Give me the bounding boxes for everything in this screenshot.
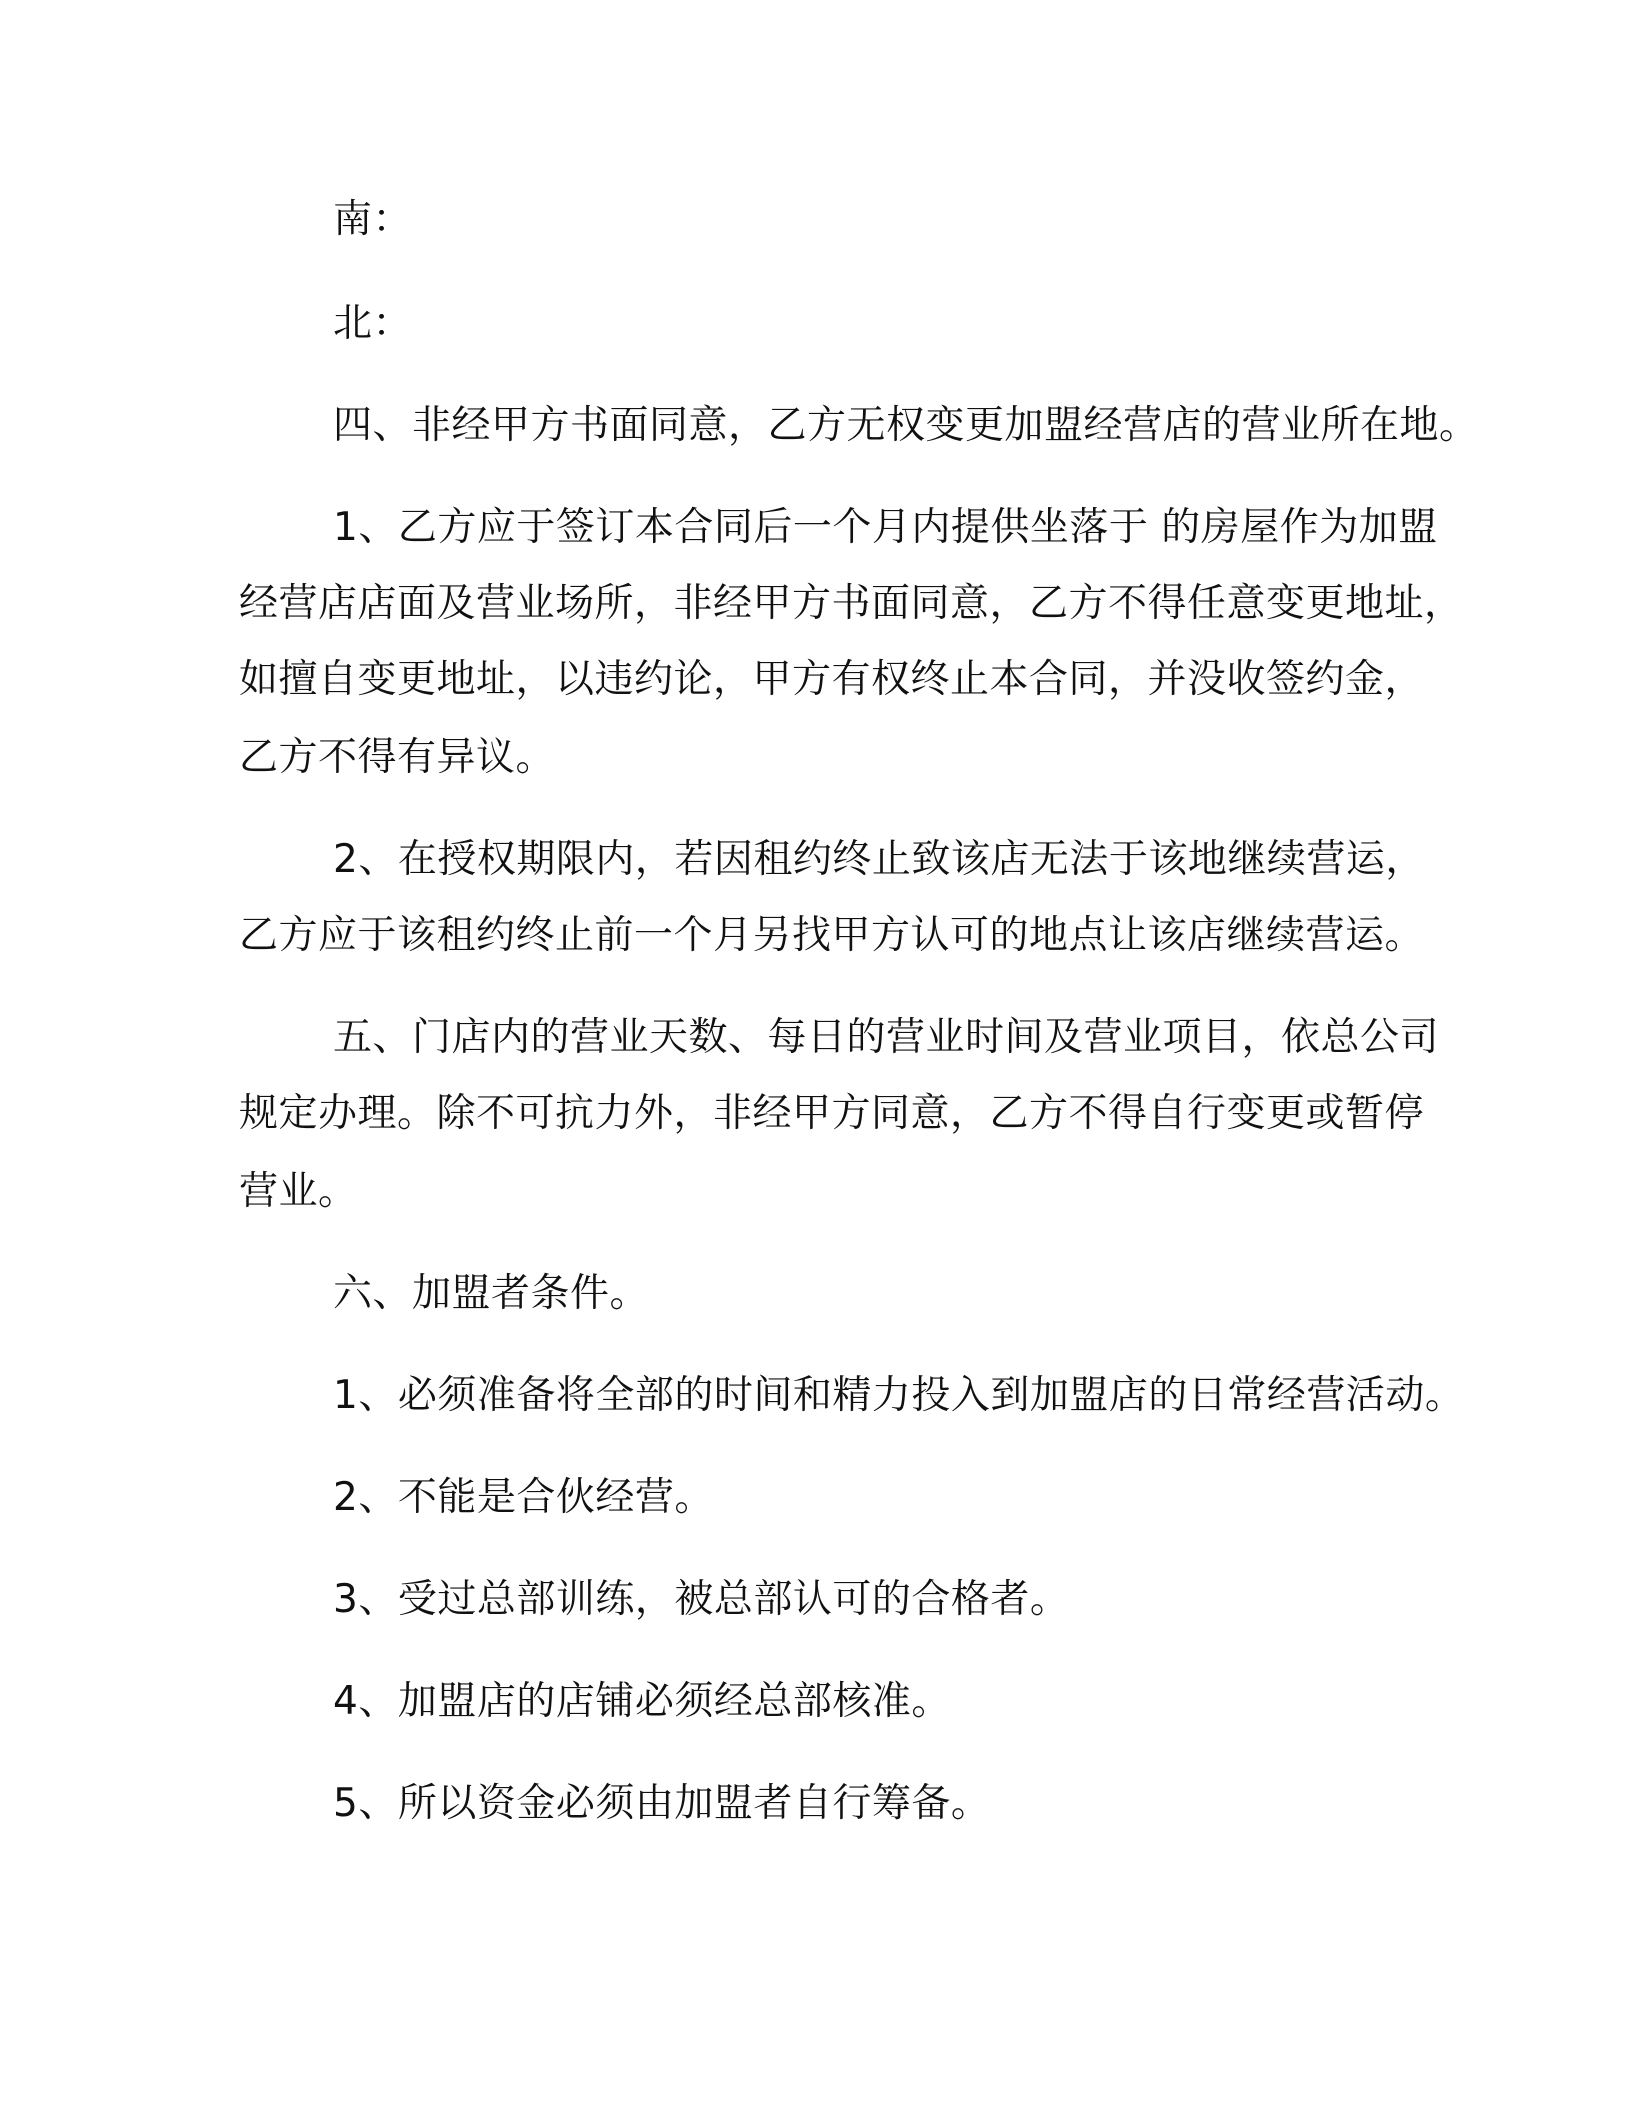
clause-6-item-1: 1、必须准备将全部的时间和精力投入到加盟店的日常经营活动。 — [333, 1373, 1465, 1418]
clause-4-2-line-1: 2、在授权期限内，若因租约终止致该店无法于该地继续营运， — [333, 837, 1425, 882]
clause-5-line-2: 规定办理。除不可抗力外，非经甲方同意，乙方不得自行变更或暂停 — [239, 1091, 1425, 1136]
clause-4-1-line-3: 如擅自变更地址，以违约论，甲方有权终止本合同，并没收签约金， — [239, 657, 1425, 702]
clause-4-1-line-2: 经营店店面及营业场所，非经甲方书面同意，乙方不得任意变更地址， — [239, 581, 1464, 626]
clause-6-heading: 六、加盟者条件。 — [333, 1271, 650, 1316]
clause-4-heading: 四、非经甲方书面同意，乙方无权变更加盟经营店的营业所在地。 — [333, 403, 1479, 448]
clause-4-2-line-2: 乙方应于该租约终止前一个月另找甲方认可的地点让该店继续营运。 — [239, 913, 1425, 958]
text-line-south: 南： — [333, 197, 413, 242]
clause-6-item-3: 3、受过总部训练，被总部认可的合格者。 — [333, 1577, 1070, 1622]
clause-6-item-5: 5、所以资金必须由加盟者自行筹备。 — [333, 1781, 991, 1826]
clause-5-line-1: 五、门店内的营业天数、每日的营业时间及营业项目，依总公司 — [333, 1015, 1440, 1060]
clause-6-item-2: 2、不能是合伙经营。 — [333, 1475, 714, 1520]
text-line-north: 北： — [333, 301, 413, 346]
clause-5-line-3: 营业。 — [239, 1169, 358, 1214]
clause-4-1-line-1: 1、乙方应于签订本合同后一个月内提供坐落于 的房屋作为加盟 — [333, 505, 1438, 550]
clause-6-item-4: 4、加盟店的店铺必须经总部核准。 — [333, 1679, 951, 1724]
clause-4-1-line-4: 乙方不得有异议。 — [239, 735, 556, 780]
